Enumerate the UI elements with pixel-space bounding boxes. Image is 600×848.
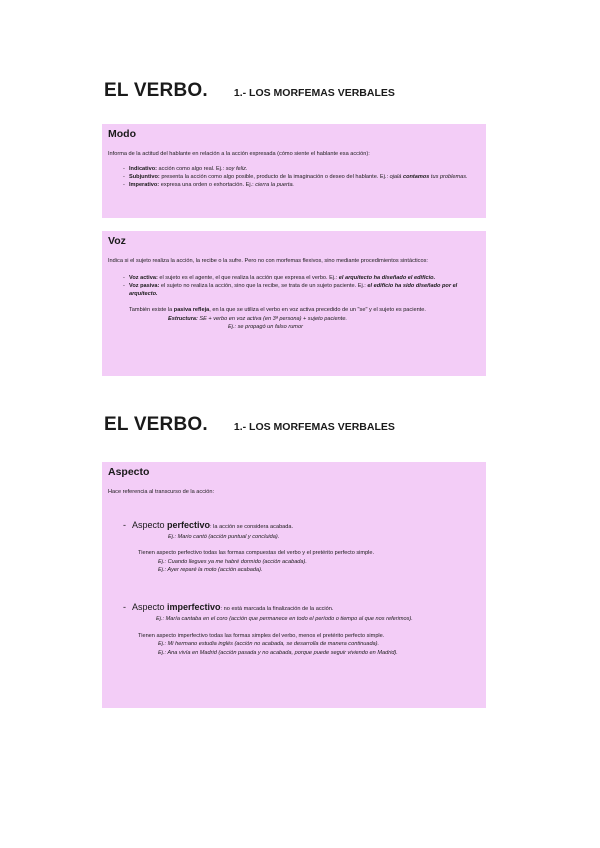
voz-structure-text: SE + verbo en voz activa (en 3ª persona) + sujeto paciente. [197,315,347,322]
voz-example: el edificio ha sido diseñado por el arquitecto. [129,282,458,297]
imperfectivo-example-2: Ej.: Ana vivía en Madrid (acción pasada y no acabada, porque puede seguir viviendo en Madrid). [158,649,398,656]
perfectivo-example-2: Ej.: Ayer reparé la moto (acción acabada). [158,567,263,574]
slide2-subtitle: 1.- LOS MORFEMAS VERBALES [233,421,395,433]
perfectivo-desc: : la acción se considera acabada. [210,523,294,530]
imperfectivo-prefix: Aspecto [132,601,168,612]
voz-term: Voz activa: [129,274,158,281]
imperfectivo-section [132,601,480,657]
imperfectivo-explain: Tienen aspecto imperfectivo todas las formas simples del verbo, menos el pretérito perfecto simple. [138,632,385,639]
perfectivo-example: Ej.: Mario cantó (acción puntual y concluida). [168,533,280,540]
voz-list [129,274,480,299]
slide1-title: EL VERBO. [104,80,208,101]
modo-box [102,124,486,218]
imperfectivo-example-1: Ej.: Mi hermano estudia inglés (acción no acabada, se desarrolla de manera continuada). [158,641,380,648]
voz-structure-label: Estructura: [168,315,198,322]
modo-example: soy feliz. [225,165,248,172]
modo-text: expresa una orden o exhortación. Ej.: [159,182,256,188]
modo-intro: Informa de la actitud del hablante en relación a la acción expresada (cómo siente el hablante esa acción): [108,151,370,157]
voz-intro: Indica si el sujeto realiza la acción, la recibe o la sufre. Pero no con morfemas flexivos, sino mediante procedimientos sintácticos: [108,258,428,264]
modo-item-subjuntivo [129,173,480,181]
voz-text: el sujeto es el agente, el que realiza la acción que expresa el verbo. Ej.: [157,274,339,281]
modo-example: tus problemas. [429,173,468,180]
modo-example: cierra la puerta. [255,182,295,188]
modo-text: acción como algo real. Ej.: [156,165,226,172]
perfectivo-heading [132,519,480,533]
slide1-subtitle: 1.- LOS MORFEMAS VERBALES [233,87,395,99]
voz-item-activa [129,274,480,282]
modo-item-indicativo [129,165,480,173]
voz-reflexive-text: También existe la [129,307,174,314]
voz-reflexive-term: pasiva refleja [173,307,210,314]
aspecto-heading: Aspecto [108,466,150,478]
modo-term: Imperativo: [129,182,160,188]
voz-reflexive-text: , en la que se utiliza el verbo en voz activa precedido de un "se" y el sujeto es paciente. [209,307,426,314]
imperfectivo-word: imperfectivo [167,601,221,612]
voz-heading: Voz [108,235,126,247]
modo-term: Indicativo: [129,165,157,172]
perfectivo-word: perfectivo [167,519,211,530]
modo-list [129,165,480,190]
modo-text: presenta la acción como algo posible, producto de la imaginación o deseo del hablante. Ej.: [159,173,390,180]
slide1-title-row [104,80,395,102]
perfectivo-example-1: Ej.: Cuando llegues ya me habré dormido (acción acabada). [158,558,307,565]
modo-example: ojalá [389,173,403,180]
imperfectivo-desc: : no está marcada la finalización de la acción. [220,605,334,612]
aspecto-intro: Hace referencia al transcurso de la acción: [108,489,215,495]
voz-reflexive [129,306,480,315]
voz-example-line: Ej.: se propagó un falso rumor [228,324,303,331]
slide2-title: EL VERBO. [104,414,208,435]
voz-item-pasiva [129,282,480,298]
modo-example: contamos [402,173,430,180]
imperfectivo-example: Ej.: María cantaba en el coro (acción que permanece en todo el período o tiempo al que nos referimos). [156,615,413,622]
voz-text: el sujeto no realiza la acción, sino que la recibe, se trata de un sujeto paciente. Ej.: [159,282,368,289]
voz-structure [168,315,480,324]
perfectivo-prefix: Aspecto [132,519,168,530]
perfectivo-section [132,519,480,575]
modo-item-imperativo [129,181,480,189]
voz-box [102,231,486,376]
imperfectivo-heading [132,601,480,615]
slide2-title-row [104,414,395,436]
perfectivo-explain: Tienen aspecto perfectivo todas las formas compuestas del verbo y el pretérito perfecto simple. [138,550,375,557]
modo-term: Subjuntivo: [129,173,160,180]
voz-term: Voz pasiva: [129,282,160,289]
voz-example: el arquitecto ha diseñado el edificio. [338,274,436,281]
aspecto-box [102,462,486,708]
modo-heading: Modo [108,128,136,140]
